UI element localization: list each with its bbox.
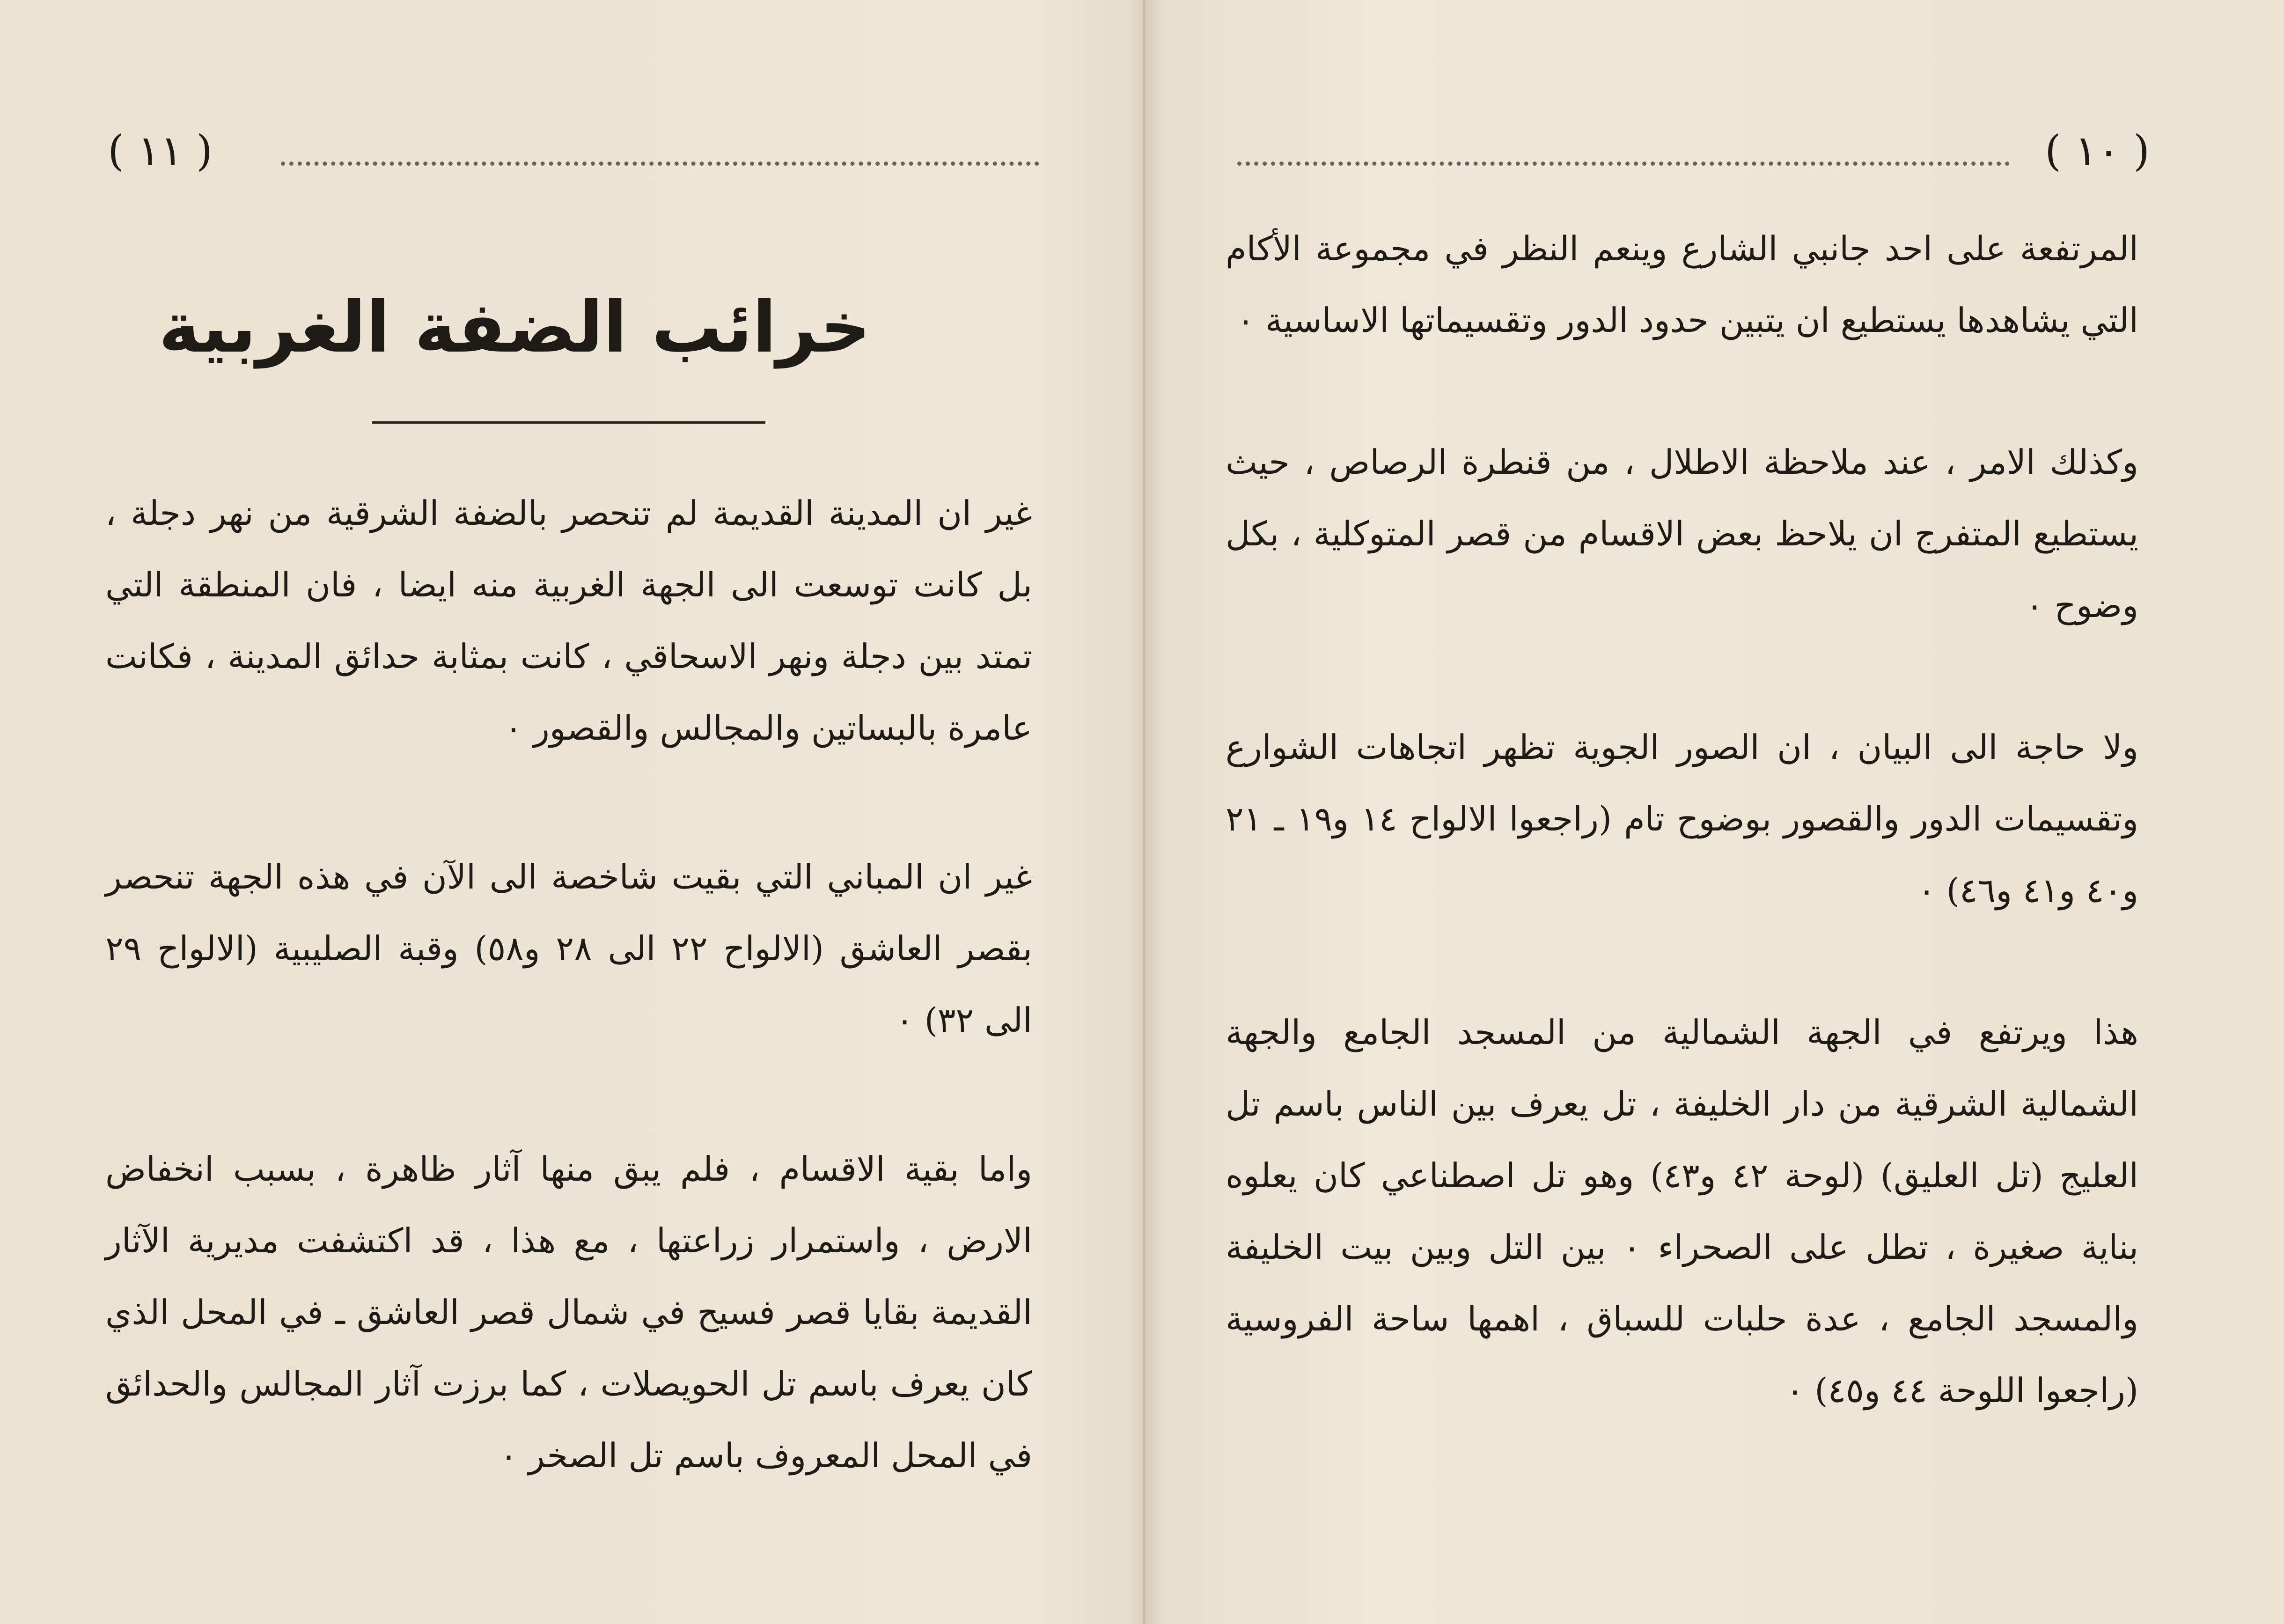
title-underline [372, 421, 765, 424]
left-paragraph-3: واما بقية الاقسام ، فلم يبق منها آثار ظاهرة ، بسبب انخفاض الارض ، واستمرار زراعتها ، مع هذا ، قد اكتشفت مديرية الآثار القديمة بقايا قصر فسيح في شمال قصر العاشق ـ في المحل الذي كان يعرف باسم تل الحويصلات ، كما برزت آثار المجالس والحدائق في المحل المعروف باسم تل الصخر ٠ [105, 1149, 1033, 1475]
right-header-dotted-line [1237, 162, 2010, 166]
chapter-title: خرائب الضفة الغربية [158, 287, 871, 368]
right-page-number: ( ١٠ ) [2045, 126, 2150, 176]
left-header-dotted-line [281, 162, 1039, 166]
right-paragraph-4: هذا ويرتفع في الجهة الشمالية من المسجد الجامع والجهة الشمالية الشرقية من دار الخليفة ، تل يعرف بين الناس باسم تل العليج (تل العليق) (لوحة ٤٢ و٤٣) وهو تل اصطناعي كان يعلوه بناية صغيرة ، تطل على الصحراء ٠ بين التل وبين بيت الخليفة والمسجد الجامع ، عدة حلبات للسباق ، اهمها ساحة الفروسية (راجعوا اللوحة ٤٤ و٤٥) ٠ [1226, 1013, 2139, 1410]
right-paragraph-2: وكذلك الامر ، عند ملاحظة الاطلال ، من قنطرة الرصاص ، حيث يستطيع المتفرج ان يلاحظ بعض الاقسام من قصر المتوكلية ، بكل وضوح ٠ [1226, 442, 2138, 625]
right-page-body [1226, 213, 2138, 1497]
book-gutter [1142, 0, 1146, 1624]
right-paragraph-3: ولا حاجة الى البيان ، ان الصور الجوية تظهر اتجاهات الشوارع وتقسيمات الدور والقصور بوضوح تام (راجعوا الالواح ١٤ و١٩ ـ ٢١ و٤٠ و٤١ و٤٦) ٠ [1226, 727, 2139, 910]
right-paragraph-1: المرتفعة على احد جانبي الشارع وينعم النظر في مجموعة الأكام التي يشاهدها يستطيع ان يتبين حدود الدور وتقسيماتها الاساسية ٠ [1226, 229, 2138, 340]
left-page-number: ( ١١ ) [108, 126, 213, 176]
left-paragraph-2: غير ان المباني التي بقيت شاخصة الى الآن في هذه الجهة تنحصر بقصر العاشق (الالواح ٢٢ الى ٢٨ و٥٨) وقبة الصليبية (الالواح ٢٩ الى ٣٢) ٠ [105, 857, 1033, 1040]
left-page-body [105, 478, 1032, 1569]
right-page [1146, 0, 2284, 1624]
left-paragraph-1: غير ان المدينة القديمة لم تنحصر بالضفة الشرقية من نهر دجلة ، بل كانت توسعت الى الجهة الغربية منه ايضا ، فان المنطقة التي تمتد بين دجلة ونهر الاسحاقي ، كانت بمثابة حدائق المدينة ، فكانت عامرة بالبساتين والمجالس والقصور ٠ [105, 493, 1032, 748]
